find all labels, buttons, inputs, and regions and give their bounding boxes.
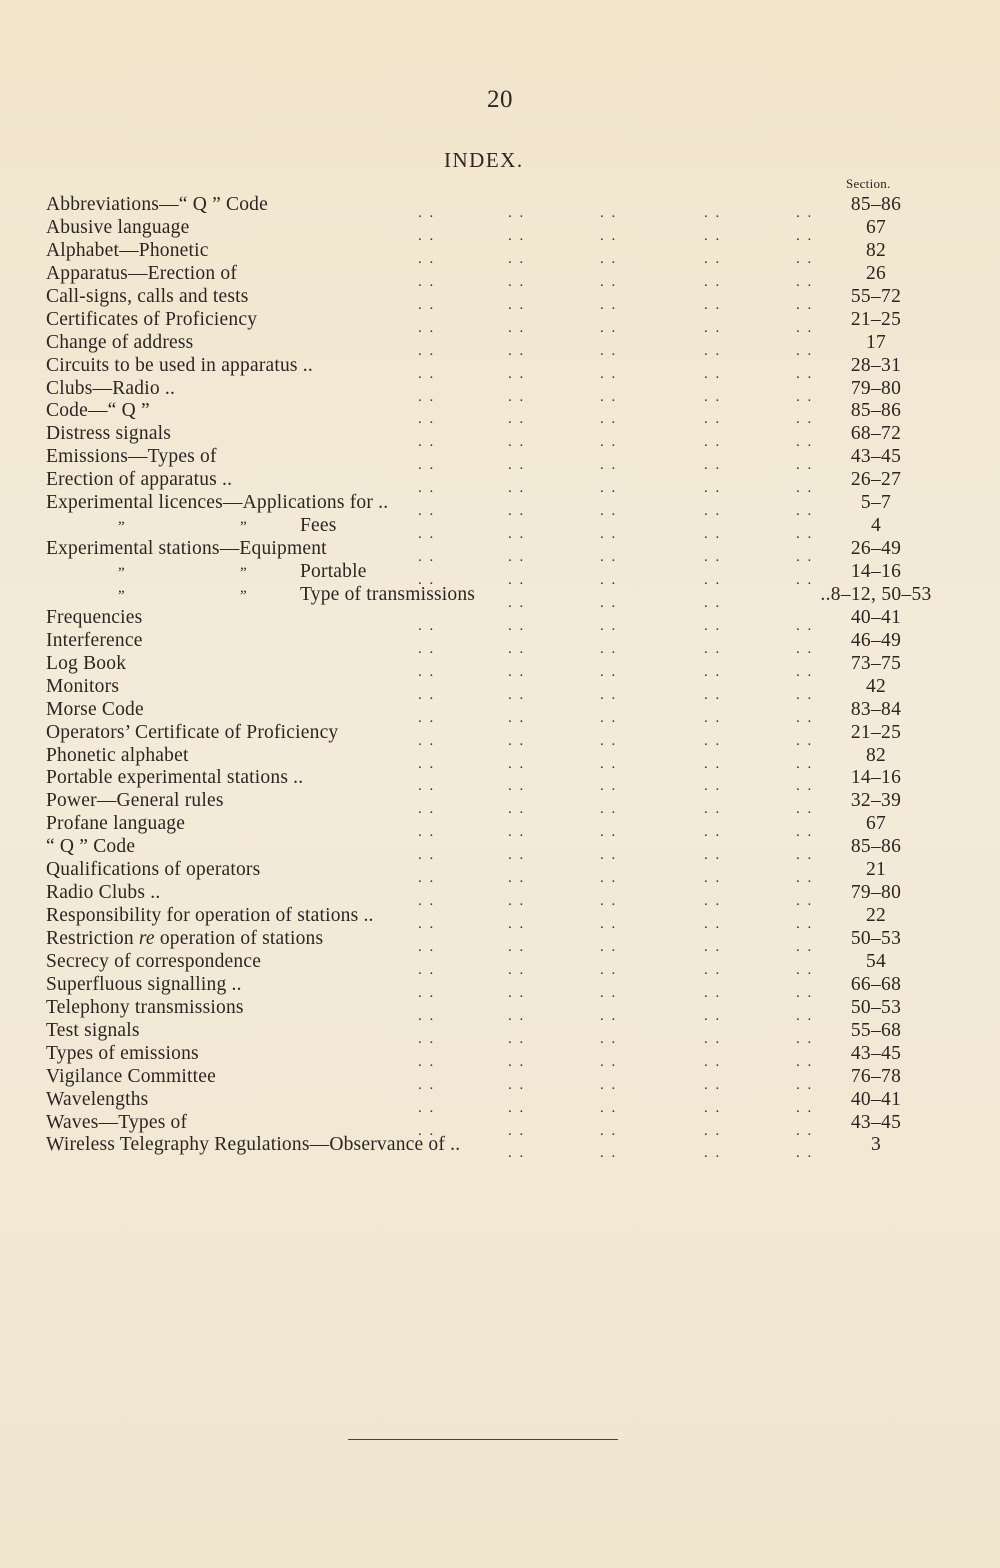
index-entry: [0, 606, 1000, 634]
index-term: Wireless Telegraphy Regulations—Observance of ..: [46, 1134, 461, 1156]
index-section-number: 85–86: [850, 836, 902, 858]
index-section-number: 21–25: [850, 308, 902, 330]
leader-dots: . . . . . . . . . .: [418, 227, 814, 244]
ditto-mark: ”: [240, 519, 247, 536]
leader-dots: . . . . . . . . . .: [418, 1122, 814, 1139]
index-entry: [0, 859, 1000, 887]
index-term: Test signals: [46, 1019, 140, 1041]
index-section-number: 21–25: [850, 721, 902, 743]
index-entry: [0, 813, 1000, 841]
index-entry: [0, 583, 1000, 611]
index-term: Circuits to be used in apparatus ..: [46, 354, 313, 376]
index-entry: [0, 836, 1000, 864]
index-section-number: 40–41: [850, 606, 902, 628]
leader-dots: . . . . . . . . . .: [418, 273, 814, 290]
index-section-number: 67: [865, 813, 887, 835]
leader-dots: . . . . . . . . . .: [418, 526, 814, 543]
index-term: Secrecy of correspondence: [46, 950, 262, 972]
leader-dots: . . . . . . . . . .: [418, 617, 814, 634]
index-term: Alphabet—Phonetic: [46, 239, 209, 261]
leader-dots: . . . . . . . . . .: [418, 503, 814, 520]
index-entry: [0, 1065, 1000, 1093]
index-entry: [0, 561, 1000, 588]
index-entry: [0, 767, 1000, 795]
leader-dots: . . . . . . . . . .: [418, 686, 814, 703]
index-section-number: 76–78: [850, 1065, 902, 1087]
index-section-number: 66–68: [850, 973, 902, 995]
index-term: Power—General rules: [46, 790, 224, 812]
index-section-number: 67: [865, 216, 887, 238]
leader-dots: . . . . . . . . . .: [418, 1030, 814, 1047]
index-term: Wavelengths: [46, 1088, 149, 1110]
leader-dots: . . . . . . . . . .: [418, 961, 814, 978]
leader-dots: . . . . . . . . . .: [418, 984, 814, 1001]
index-entry: [0, 400, 1000, 428]
index-term: Code—“ Q ”: [46, 400, 150, 422]
index-entry: [0, 538, 1000, 566]
index-section-number: 83–84: [850, 698, 902, 720]
index-entry: [0, 652, 1000, 680]
leader-dots: . . . . . . . . . .: [418, 939, 814, 955]
index-entry: [0, 950, 1000, 978]
leader-dots: . . . . . . . . . .: [418, 342, 814, 359]
index-entry: [0, 515, 1000, 543]
footer-rule: [348, 1439, 618, 1440]
index-term: Responsibility for operation of stations ..: [46, 905, 374, 927]
index-term: Operators’ Certificate of Proficiency: [46, 721, 339, 743]
leader-dots: . . . . . . . . . .: [418, 1099, 814, 1116]
leader-dots: . . . . . . . . . .: [418, 732, 814, 749]
index-term: “ Q ” Code: [46, 836, 136, 858]
leader-dots: . . . . . . . . . .: [418, 1007, 814, 1024]
ditto-mark: ”: [118, 587, 125, 604]
index-term: Telephony transmissions: [46, 996, 244, 1018]
index-section-number: 17: [865, 331, 887, 353]
index-entry: [0, 882, 1000, 910]
index-section-number: 26: [865, 262, 887, 284]
leader-dots: . . . . . .: [508, 594, 722, 611]
leader-dots: . . . . . . . . . .: [418, 457, 814, 474]
leader-dots: . . . . . . . . . .: [418, 1076, 814, 1093]
index-term: Portable experimental stations ..: [46, 767, 304, 789]
index-section-number: 79–80: [850, 882, 902, 904]
index-term: Interference: [46, 629, 143, 651]
index-entry: [0, 423, 1000, 451]
index-term-text: Portable: [300, 561, 367, 582]
index-term: Vigilance Committee: [46, 1065, 216, 1087]
index-section-number: 5–7: [860, 492, 892, 514]
leader-dots: . . . . . . . . . .: [418, 847, 814, 864]
index-entry: [0, 973, 1000, 1001]
index-section-number: 14–16: [850, 561, 902, 582]
index-entry: [0, 1019, 1000, 1047]
leader-dots: . . . . . . . . . .: [418, 411, 814, 428]
leader-dots: . . . . . . . .: [508, 1145, 814, 1162]
index-section-number: 42: [865, 675, 887, 697]
index-term: Clubs—Radio ..: [46, 377, 176, 399]
index-section-number: 50–53: [850, 928, 902, 949]
leader-dots: . . . . . . . . . .: [418, 709, 814, 726]
index-term: Frequencies: [46, 606, 143, 628]
index-entry: [0, 354, 1000, 382]
index-section-number: 54: [865, 950, 887, 972]
index-term: Change of address: [46, 331, 194, 353]
index-section-number: 40–41: [850, 1088, 902, 1110]
index-entry: [0, 996, 1000, 1024]
index-term: Apparatus—Erection of: [46, 262, 238, 284]
leader-dots: . . . . . . . . . .: [418, 205, 814, 221]
index-term: Radio Clubs ..: [46, 882, 161, 904]
index-term: Call-signs, calls and tests: [46, 285, 249, 307]
index-section-number: 21: [865, 859, 887, 881]
index-section-number: 55–68: [850, 1019, 902, 1041]
index-term: Profane language: [46, 813, 186, 835]
index-term: Experimental stations—Equipment: [46, 538, 327, 560]
index-section-number: 43–45: [850, 446, 902, 468]
leader-dots: . . . . . . . . . .: [418, 916, 814, 933]
index-entry: [0, 308, 1000, 336]
index-term-text: Type of transmissions: [300, 583, 476, 605]
ditto-mark: ”: [118, 519, 125, 536]
leader-dots: . . . . . . . . . .: [418, 296, 814, 313]
leader-dots: . . . . . . . . . .: [418, 572, 814, 588]
index-section-number: 22: [865, 905, 887, 927]
index-entry: [0, 469, 1000, 497]
index-entries: [0, 194, 1000, 1162]
index-term: Abbreviations—“ Q ” Code: [46, 194, 268, 215]
index-section-number: 26–49: [850, 538, 902, 560]
leader-dots: . . . . . . . . . .: [418, 640, 814, 657]
index-term: Qualifications of operators: [46, 859, 261, 881]
index-section-number: 26–27: [850, 469, 902, 491]
index-entry: [0, 1088, 1000, 1116]
index-term: Types of emissions: [46, 1042, 199, 1064]
index-entry: [0, 1111, 1000, 1139]
index-term: Superfluous signalling ..: [46, 973, 242, 995]
leader-dots: . . . . . . . . . .: [418, 1053, 814, 1070]
index-section-number: 3: [870, 1134, 882, 1156]
index-term: Log Book: [46, 652, 127, 674]
leader-dots: . . . . . . . . . .: [418, 663, 814, 680]
index-term: Emissions—Types of: [46, 446, 217, 468]
leader-dots: . . . . . . . . . .: [418, 549, 814, 566]
leader-dots: . . . . . . . . . .: [418, 801, 814, 818]
leader-dots: . . . . . . . . . .: [418, 824, 814, 841]
index-entry: [0, 905, 1000, 933]
leader-dots: . . . . . . . . . .: [418, 434, 814, 451]
leader-dots: . . . . . . . . . .: [418, 870, 814, 887]
index-section-number: 73–75: [850, 652, 902, 674]
index-term: Phonetic alphabet: [46, 744, 189, 766]
index-entry: [0, 239, 1000, 267]
index-entry: [0, 331, 1000, 359]
index-term: Restriction re operation of stations: [46, 928, 324, 949]
leader-dots: . . . . . . . . . .: [418, 893, 814, 910]
index-section-number: 55–72: [850, 285, 902, 307]
index-section-number: 4: [870, 515, 882, 537]
ditto-mark: ”: [118, 565, 125, 581]
page-number: 20: [487, 86, 513, 113]
index-entry: [0, 744, 1000, 772]
index-term: Certificates of Proficiency: [46, 308, 258, 330]
ditto-mark: ”: [240, 587, 247, 604]
section-column-header: Section.: [846, 176, 891, 191]
index-entry: [0, 698, 1000, 726]
index-section-number: 43–45: [850, 1042, 902, 1064]
index-section-number: 50–53: [850, 996, 902, 1018]
leader-dots: . . . . . . . . . .: [418, 480, 814, 497]
ditto-mark: ”: [240, 565, 247, 581]
index-term-text: Fees: [300, 515, 337, 537]
index-term: Distress signals: [46, 423, 172, 445]
index-section-number: 68–72: [850, 423, 902, 445]
leader-dots: . . . . . . . . . .: [418, 319, 814, 336]
index-entry: [0, 1042, 1000, 1070]
index-section-number: 82: [865, 744, 887, 766]
index-entry: [0, 675, 1000, 703]
index-entry: [0, 790, 1000, 818]
index-term: Monitors: [46, 675, 120, 697]
index-section-number: 32–39: [850, 790, 902, 812]
index-section-number: 79–80: [850, 377, 902, 399]
index-title: INDEX.: [444, 148, 524, 172]
index-term: Abusive language: [46, 216, 190, 238]
index-entry: [0, 377, 1000, 405]
index-term: Experimental licences—Applications for ..: [46, 492, 389, 514]
leader-dots: . . . . . . . . . .: [418, 755, 814, 772]
index-entry: [0, 285, 1000, 313]
index-section-number: 28–31: [850, 354, 902, 376]
index-entry: [0, 1134, 1000, 1162]
index-term: Morse Code: [46, 698, 144, 720]
index-entry: [0, 194, 1000, 221]
index-term: Waves—Types of: [46, 1111, 188, 1133]
leader-dots: . . . . . . . . . .: [418, 778, 814, 795]
index-entry: [0, 446, 1000, 474]
leader-dots: . . . . . . . . . .: [418, 365, 814, 382]
leader-dots: . . . . . . . . . .: [418, 250, 814, 267]
index-entry: [0, 928, 1000, 955]
index-section-number: 14–16: [850, 767, 902, 789]
index-section-number: 46–49: [850, 629, 902, 651]
index-section-number: 82: [865, 239, 887, 261]
index-section-number: ..8–12, 50–53: [820, 583, 932, 605]
index-section-number: 43–45: [850, 1111, 902, 1133]
index-section-number: 85–86: [850, 400, 902, 422]
leader-dots: . . . . . . . . . .: [418, 388, 814, 405]
index-entry: [0, 721, 1000, 749]
index-section-number: 85–86: [850, 194, 902, 215]
index-entry: [0, 216, 1000, 244]
index-entry: [0, 629, 1000, 657]
index-entry: [0, 492, 1000, 520]
index-term: Erection of apparatus ..: [46, 469, 233, 491]
index-entry: [0, 262, 1000, 290]
